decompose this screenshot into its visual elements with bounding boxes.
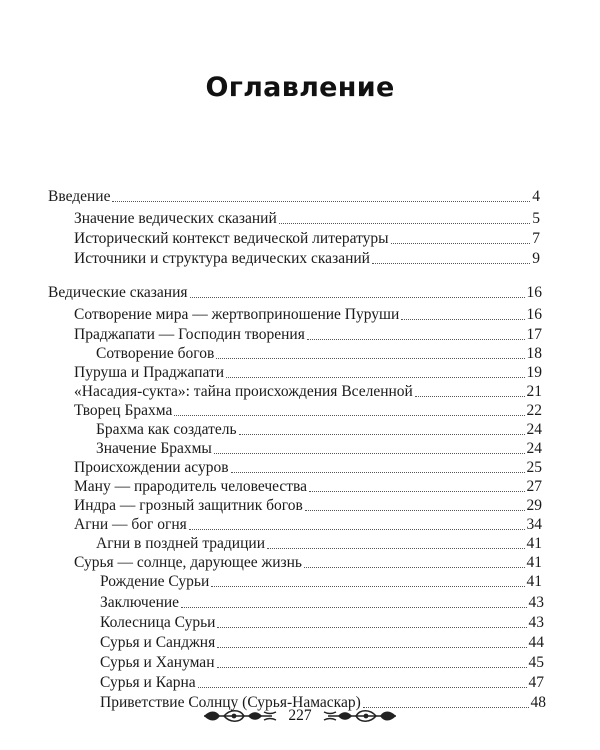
toc-entry-page: 16 xyxy=(526,284,542,301)
leader-dots xyxy=(198,687,527,688)
toc-entry-page: 18 xyxy=(526,345,542,362)
leader-dots xyxy=(112,201,530,202)
ornament-right-icon xyxy=(322,708,398,724)
toc-entry xyxy=(100,592,544,612)
toc-entry xyxy=(100,612,544,632)
toc-entry-page: 5 xyxy=(532,210,540,227)
toc-entry xyxy=(48,186,540,206)
toc-entry-page: 41 xyxy=(526,535,542,552)
page-footer xyxy=(0,702,600,730)
toc-entry xyxy=(74,552,542,572)
toc-entry-title: Источники и структура ведических сказаний xyxy=(74,250,370,267)
leader-dots xyxy=(279,223,530,224)
toc-entry xyxy=(74,228,540,248)
toc-entry xyxy=(48,282,542,302)
toc-entry-title: Агни — бог огня xyxy=(74,516,187,533)
toc-entry-page: 4 xyxy=(532,188,540,205)
toc-entry-title: Брахма как создатель xyxy=(96,421,237,438)
leader-dots xyxy=(304,567,525,568)
toc-entry-page: 24 xyxy=(526,440,542,457)
toc-entry xyxy=(74,514,542,534)
toc-entry-title: Праджапати — Господин творения xyxy=(74,326,305,343)
leader-dots xyxy=(307,339,525,340)
ornament-left-icon xyxy=(202,708,278,724)
toc-entry xyxy=(100,632,544,652)
leader-dots xyxy=(211,586,524,587)
toc-entry-title: Значение ведических сказаний xyxy=(74,210,277,227)
leader-dots xyxy=(217,667,527,668)
toc-entry xyxy=(74,208,540,228)
toc-entry-title: Ведические сказания xyxy=(48,284,188,301)
toc-entry xyxy=(74,457,542,477)
leader-dots xyxy=(391,243,531,244)
toc-entry-page: 19 xyxy=(526,364,542,381)
toc-entry-page: 43 xyxy=(528,594,544,611)
leader-dots xyxy=(305,510,525,511)
leader-dots xyxy=(174,415,524,416)
toc-entry-page: 43 xyxy=(528,614,544,631)
leader-dots xyxy=(217,647,526,648)
leader-dots xyxy=(231,472,525,473)
toc-entry xyxy=(100,571,542,591)
toc-entry-title: Заключение xyxy=(100,594,180,611)
toc-entry-title: Агни в поздней традиции xyxy=(96,535,265,552)
toc-entry-page: 17 xyxy=(526,326,542,343)
leader-dots xyxy=(216,358,524,359)
toc-entry xyxy=(100,672,544,692)
toc-entry-title: Приветствие Солнцу (Сурья-Намаскар) xyxy=(100,694,361,711)
toc-entry-title: Сурья — солнце, дарующее жизнь xyxy=(74,554,302,571)
toc-entry-title: Сурья и Санджня xyxy=(100,634,216,651)
toc-entry-title: Пуруша и Праджапати xyxy=(74,364,225,381)
toc-entry-page: 24 xyxy=(526,421,542,438)
toc-entry-page: 34 xyxy=(526,516,542,533)
leader-dots xyxy=(190,297,525,298)
toc-entry-page: 7 xyxy=(532,230,540,247)
toc-entry-page: 41 xyxy=(526,554,542,571)
leader-dots xyxy=(189,529,525,530)
toc-entry-title: Колесница Сурьи xyxy=(100,614,216,631)
toc-entry-page: 29 xyxy=(526,497,542,514)
leader-dots xyxy=(267,548,525,549)
toc-entry-title: Сотворение мира — жертвоприношение Пуруши xyxy=(74,306,400,323)
leader-dots xyxy=(214,453,525,454)
leader-dots xyxy=(309,491,524,492)
toc-entry-page: 45 xyxy=(528,654,544,671)
leader-dots xyxy=(217,627,526,628)
toc-entry xyxy=(74,362,542,382)
leader-dots xyxy=(415,396,525,397)
leader-dots xyxy=(181,607,526,608)
toc-entry xyxy=(74,400,542,420)
toc-entry xyxy=(100,652,544,672)
toc-entry-page: 9 xyxy=(532,250,540,267)
toc-entry xyxy=(74,304,542,324)
toc-entry xyxy=(74,495,542,515)
toc-entry-page: 16 xyxy=(526,306,542,323)
toc-entry xyxy=(96,419,542,439)
toc-entry-title: Ману — прародитель человечества xyxy=(74,478,308,495)
leader-dots xyxy=(401,319,524,320)
toc-entry-title: Происхождении асуров xyxy=(74,459,229,476)
toc-entry-title: Творец Брахма xyxy=(74,402,173,419)
toc-entry xyxy=(74,476,542,496)
toc-entry-page: 21 xyxy=(526,383,542,400)
toc-entry xyxy=(96,533,542,553)
leader-dots xyxy=(239,434,525,435)
toc-entry-title: «Насадия-сукта»: тайна происхождения Вселенной xyxy=(74,383,413,400)
toc-entry-title: Исторический контекст ведической литературы xyxy=(74,230,389,247)
toc-entry-page: 44 xyxy=(528,634,544,651)
toc-entry xyxy=(96,438,542,458)
toc-entry-title: Рождение Сурьи xyxy=(100,573,210,590)
toc-entry-title: Индра — грозный защитник богов xyxy=(74,497,303,514)
toc-entry-title: Сотворение богов xyxy=(96,345,215,362)
toc-entry xyxy=(74,248,540,268)
toc-entry xyxy=(74,324,542,344)
page-title: Оглавление xyxy=(205,72,395,103)
toc-entry xyxy=(96,343,542,363)
toc-entry-page: 27 xyxy=(526,478,542,495)
leader-dots xyxy=(372,263,530,264)
toc-entry-page: 41 xyxy=(526,573,542,590)
toc-entry-title: Значение Брахмы xyxy=(96,440,212,457)
page-number: 227 xyxy=(288,707,312,724)
toc-entry xyxy=(74,381,542,401)
toc-entry-page: 25 xyxy=(526,459,542,476)
leader-dots xyxy=(226,377,524,378)
toc-entry-title: Сурья и Карна xyxy=(100,674,196,691)
toc-entry-title: Сурья и Хануман xyxy=(100,654,215,671)
toc-entry-page: 47 xyxy=(528,674,544,691)
toc-entry-title: Введение xyxy=(48,188,111,205)
toc-entry-page: 48 xyxy=(530,694,546,711)
toc-entry-page: 22 xyxy=(526,402,542,419)
